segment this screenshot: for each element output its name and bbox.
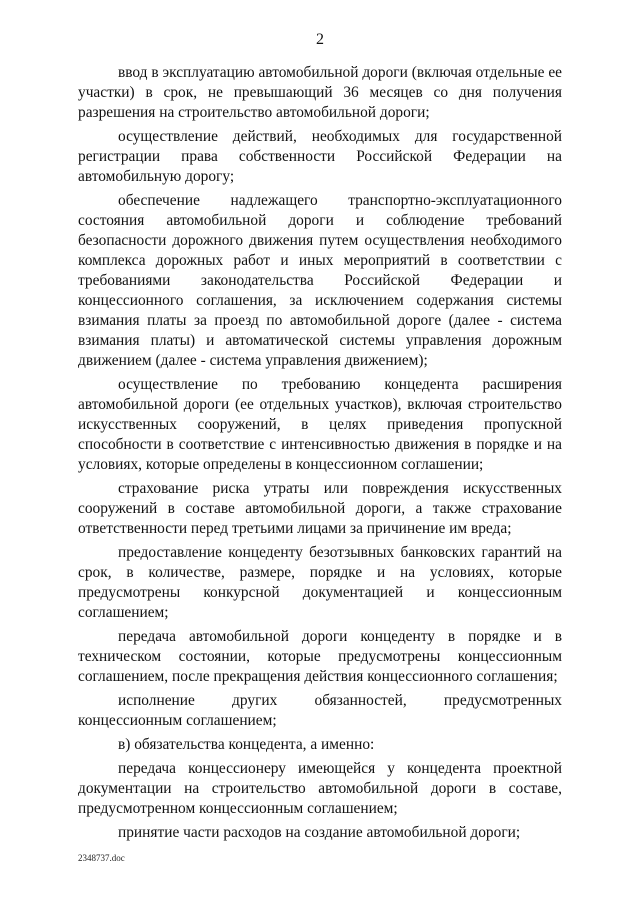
paragraph-5: страхование риска утраты или повреждения искусственных сооружений в составе автомобильной дороги, а также страхование ответственности перед третьими лицами за причинение им вреда;: [78, 480, 562, 537]
paragraph-8: исполнение других обязанностей, предусмотренных концессионным соглашением;: [78, 692, 562, 729]
paragraph-11: принятие части расходов на создание автомобильной дороги;: [118, 824, 521, 841]
page-number: 2: [316, 31, 324, 48]
paragraph-10: передача концессионеру имеющейся у концедента проектной документации на строительство автомобильной дороги в составе, предусмотренном концессионным соглашением;: [78, 760, 562, 817]
paragraph-6: предоставление концеденту безотзывных банковских гарантий на срок, в количестве, размере, порядке и на условиях, которые предусмотрены конкурсной документацией и концессионным соглашением;: [78, 544, 562, 621]
document-body: [78, 63, 562, 843]
footer-file-code: 2348737.doc: [78, 853, 125, 863]
paragraph-3: обеспечение надлежащего транспортно-эксплуатационного состояния автомобильной дороги и соблюдение требований безопасности дорожного движения путем осуществления необходимого комплекса дорожных работ и иных мероприятий в соответствии с требованиями законодательства Российской Федерации и концессионного соглашения, за исключением содержания системы взимания платы за проезд по автомобильной дороге (далее - система взимания платы) и автоматической системы управления дорожным движением (далее - система управления движением);: [78, 192, 562, 369]
paragraph-2: осуществление действий, необходимых для государственной регистрации права собственности Российской Федерации на автомобильную дорогу;: [78, 128, 562, 185]
paragraph-4: осуществление по требованию концедента расширения автомобильной дороги (ее отдельных участков), включая строительство искусственных сооружений, в целях приведения пропускной способности в соответствие с интенсивностью движения в порядке и на условиях, которые определены в концессионном соглашении;: [78, 376, 562, 473]
paragraph-7: передача автомобильной дороги концеденту в порядке и в техническом состоянии, которые предусмотрены концессионным соглашением, после прекращения действия концессионного соглашения;: [78, 628, 562, 685]
paragraph-1: ввод в эксплуатацию автомобильной дороги (включая отдельные ее участки) в срок, не превышающий 36 месяцев со дня получения разрешения на строительство автомобильной дороги;: [78, 64, 562, 121]
paragraph-9: в) обязательства концедента, а именно:: [118, 736, 375, 753]
